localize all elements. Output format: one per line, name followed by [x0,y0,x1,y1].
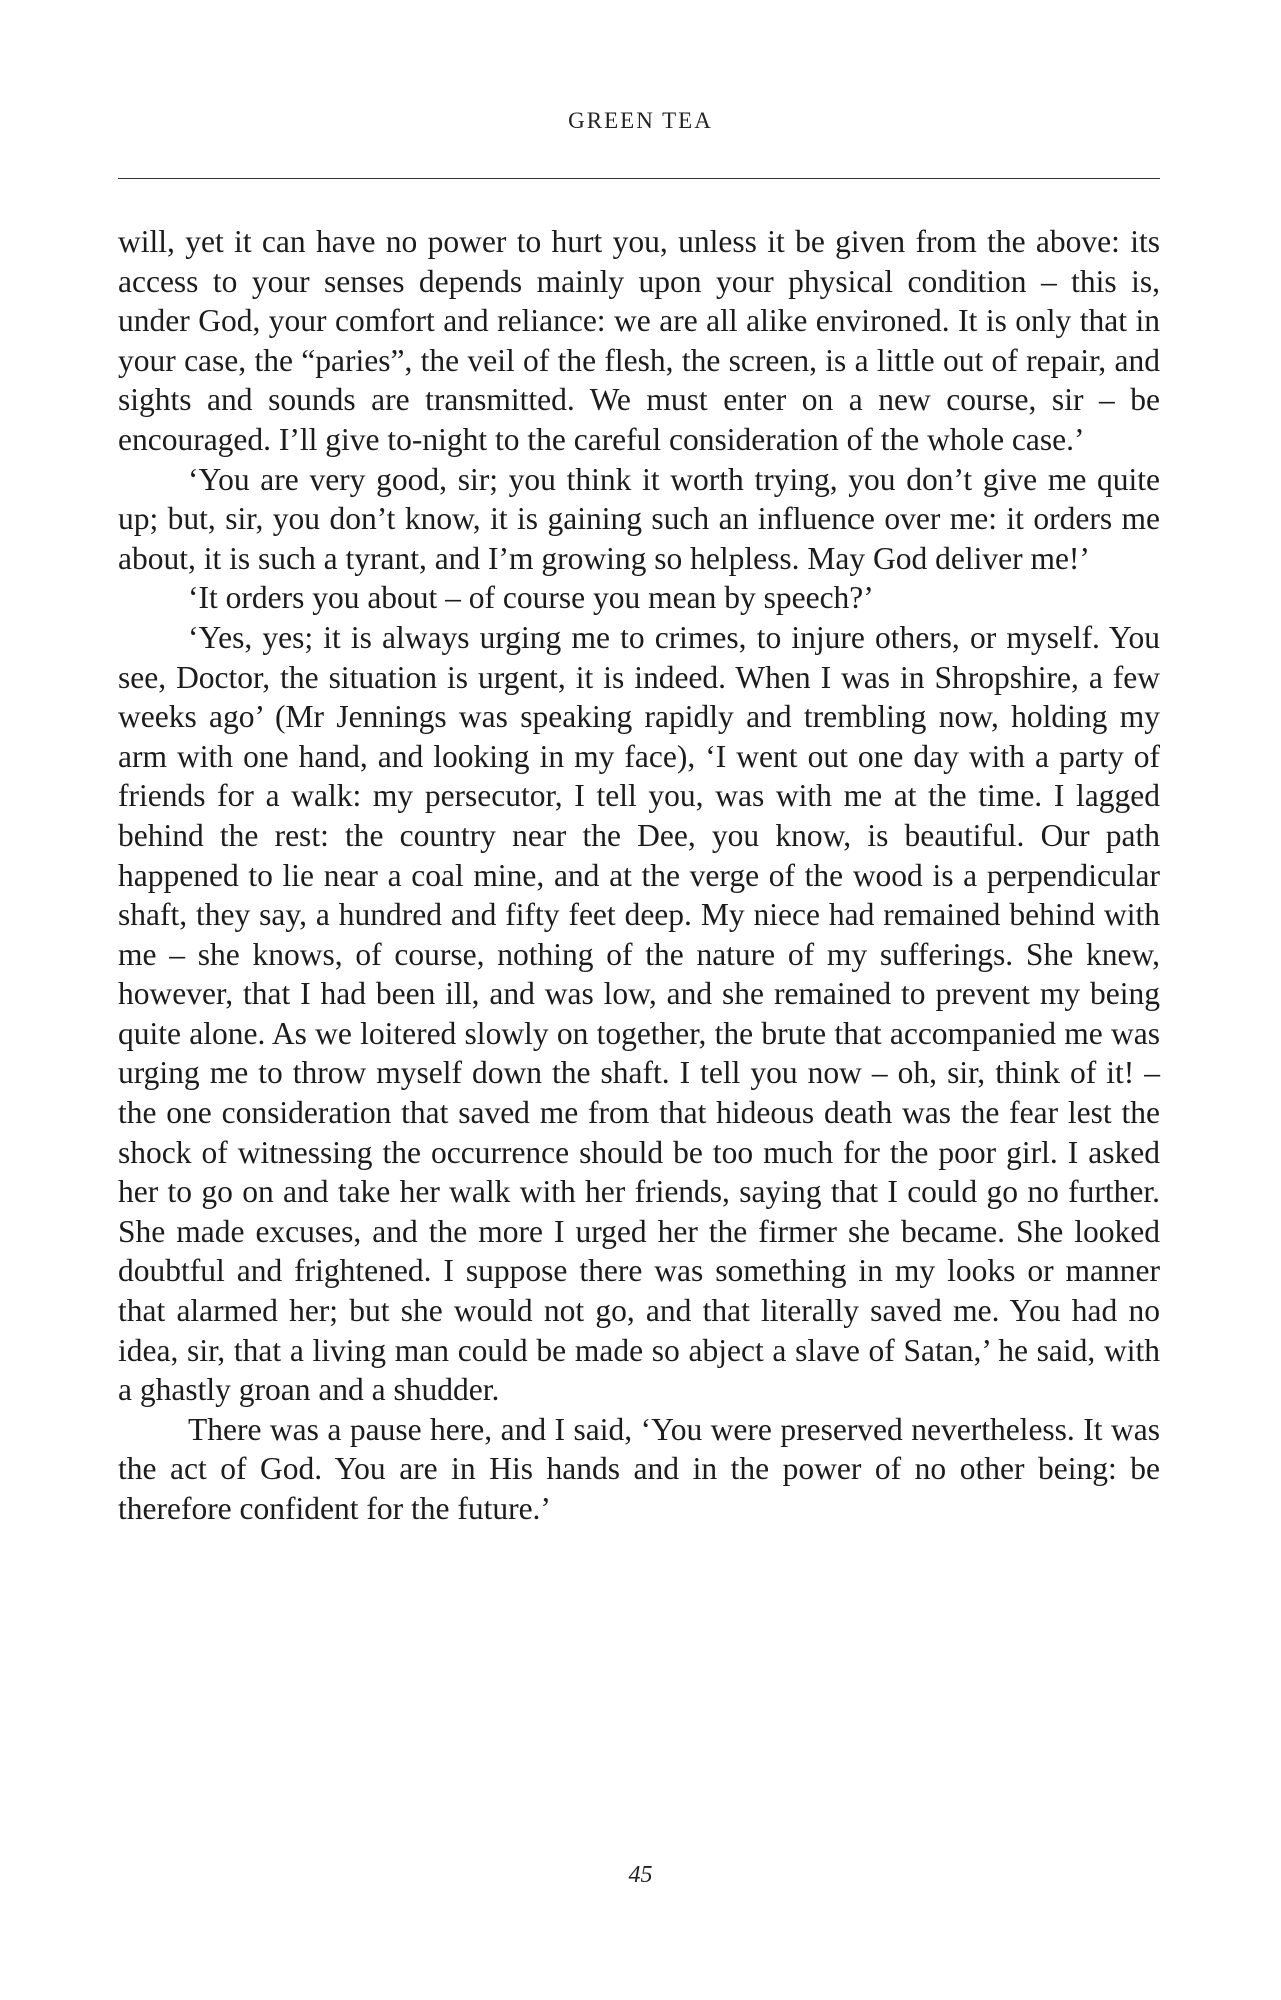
paragraph: ‘It orders you about – of course you mean by speech?’ [188,580,874,616]
paragraph: ‘Yes, yes; it is always urging me to crimes, to injure others, or myself. You see, Doctor, the situation is urgent, it is indeed. When I was in Shropshire, a few weeks ago’ (Mr Jennings was speaking rapidly and trembling now, holding my arm with one hand, and looking in my face), ‘I went out one day with a party of friends for a walk: my persecutor, I tell you, was with me at the time. I lagged behind the rest: the country near the Dee, you know, is beautiful. Our path happened to lie near a coal mine, and at the verge of the wood is a perpendicular shaft, they say, a hundred and fifty feet deep. My niece had remained behind with me – she knows, of course, nothing of the nature of my sufferings. She knew, however, that I had been ill, and was low, and she remained to prevent my being quite alone. As we loitered slowly on together, the brute that accompanied me was urging me to throw myself down the shaft. I tell you now – oh, sir, think of it! – the one consideration that saved me from that hideous death was the fear lest the shock of witnessing the occurrence should be too much for the poor girl. I asked her to go on and take her walk with her friends, saying that I could go no further. She made excuses, and the more I urged her the firmer she became. She looked doubtful and frightened. I suppose there was something in my looks or manner that alarmed her; but she would not go, and that literally saved me. You had no idea, sir, that a living man could be made so abject a slave of Satan,’ he said, with a ghastly groan and a shudder. [118,619,1160,1408]
page-number: 45 [628,1862,653,1888]
body-text [118,222,1160,1529]
paragraph: There was a pause here, and I said, ‘You were preserved nevertheless. It was the act of God. You are in His hands and in the power of no other being: be therefore confident for the future.’ [118,1411,1160,1526]
paragraph: ‘You are very good, sir; you think it worth trying, you don’t give me quite up; but, sir, you don’t know, it is gaining such an influence over me: it orders me about, it is such a tyrant, and I’m growing so helpless. May God deliver me!’ [118,461,1160,576]
running-title: GREEN TEA [568,108,713,133]
paragraph-continued: will, yet it can have no power to hurt you, unless it be given from the above: its access to your senses depends mainly upon your physical condition – this is, under God, your comfort and reliance: we are all alike environed. It is only that in your case, the “paries”, the veil of the flesh, the screen, is a little out of repair, and sights and sounds are transmitted. We must enter on a new course, sir – be encouraged. I’ll give to-night to the careful consideration of the whole case.’ [118,224,1160,457]
header-rule [118,178,1160,179]
